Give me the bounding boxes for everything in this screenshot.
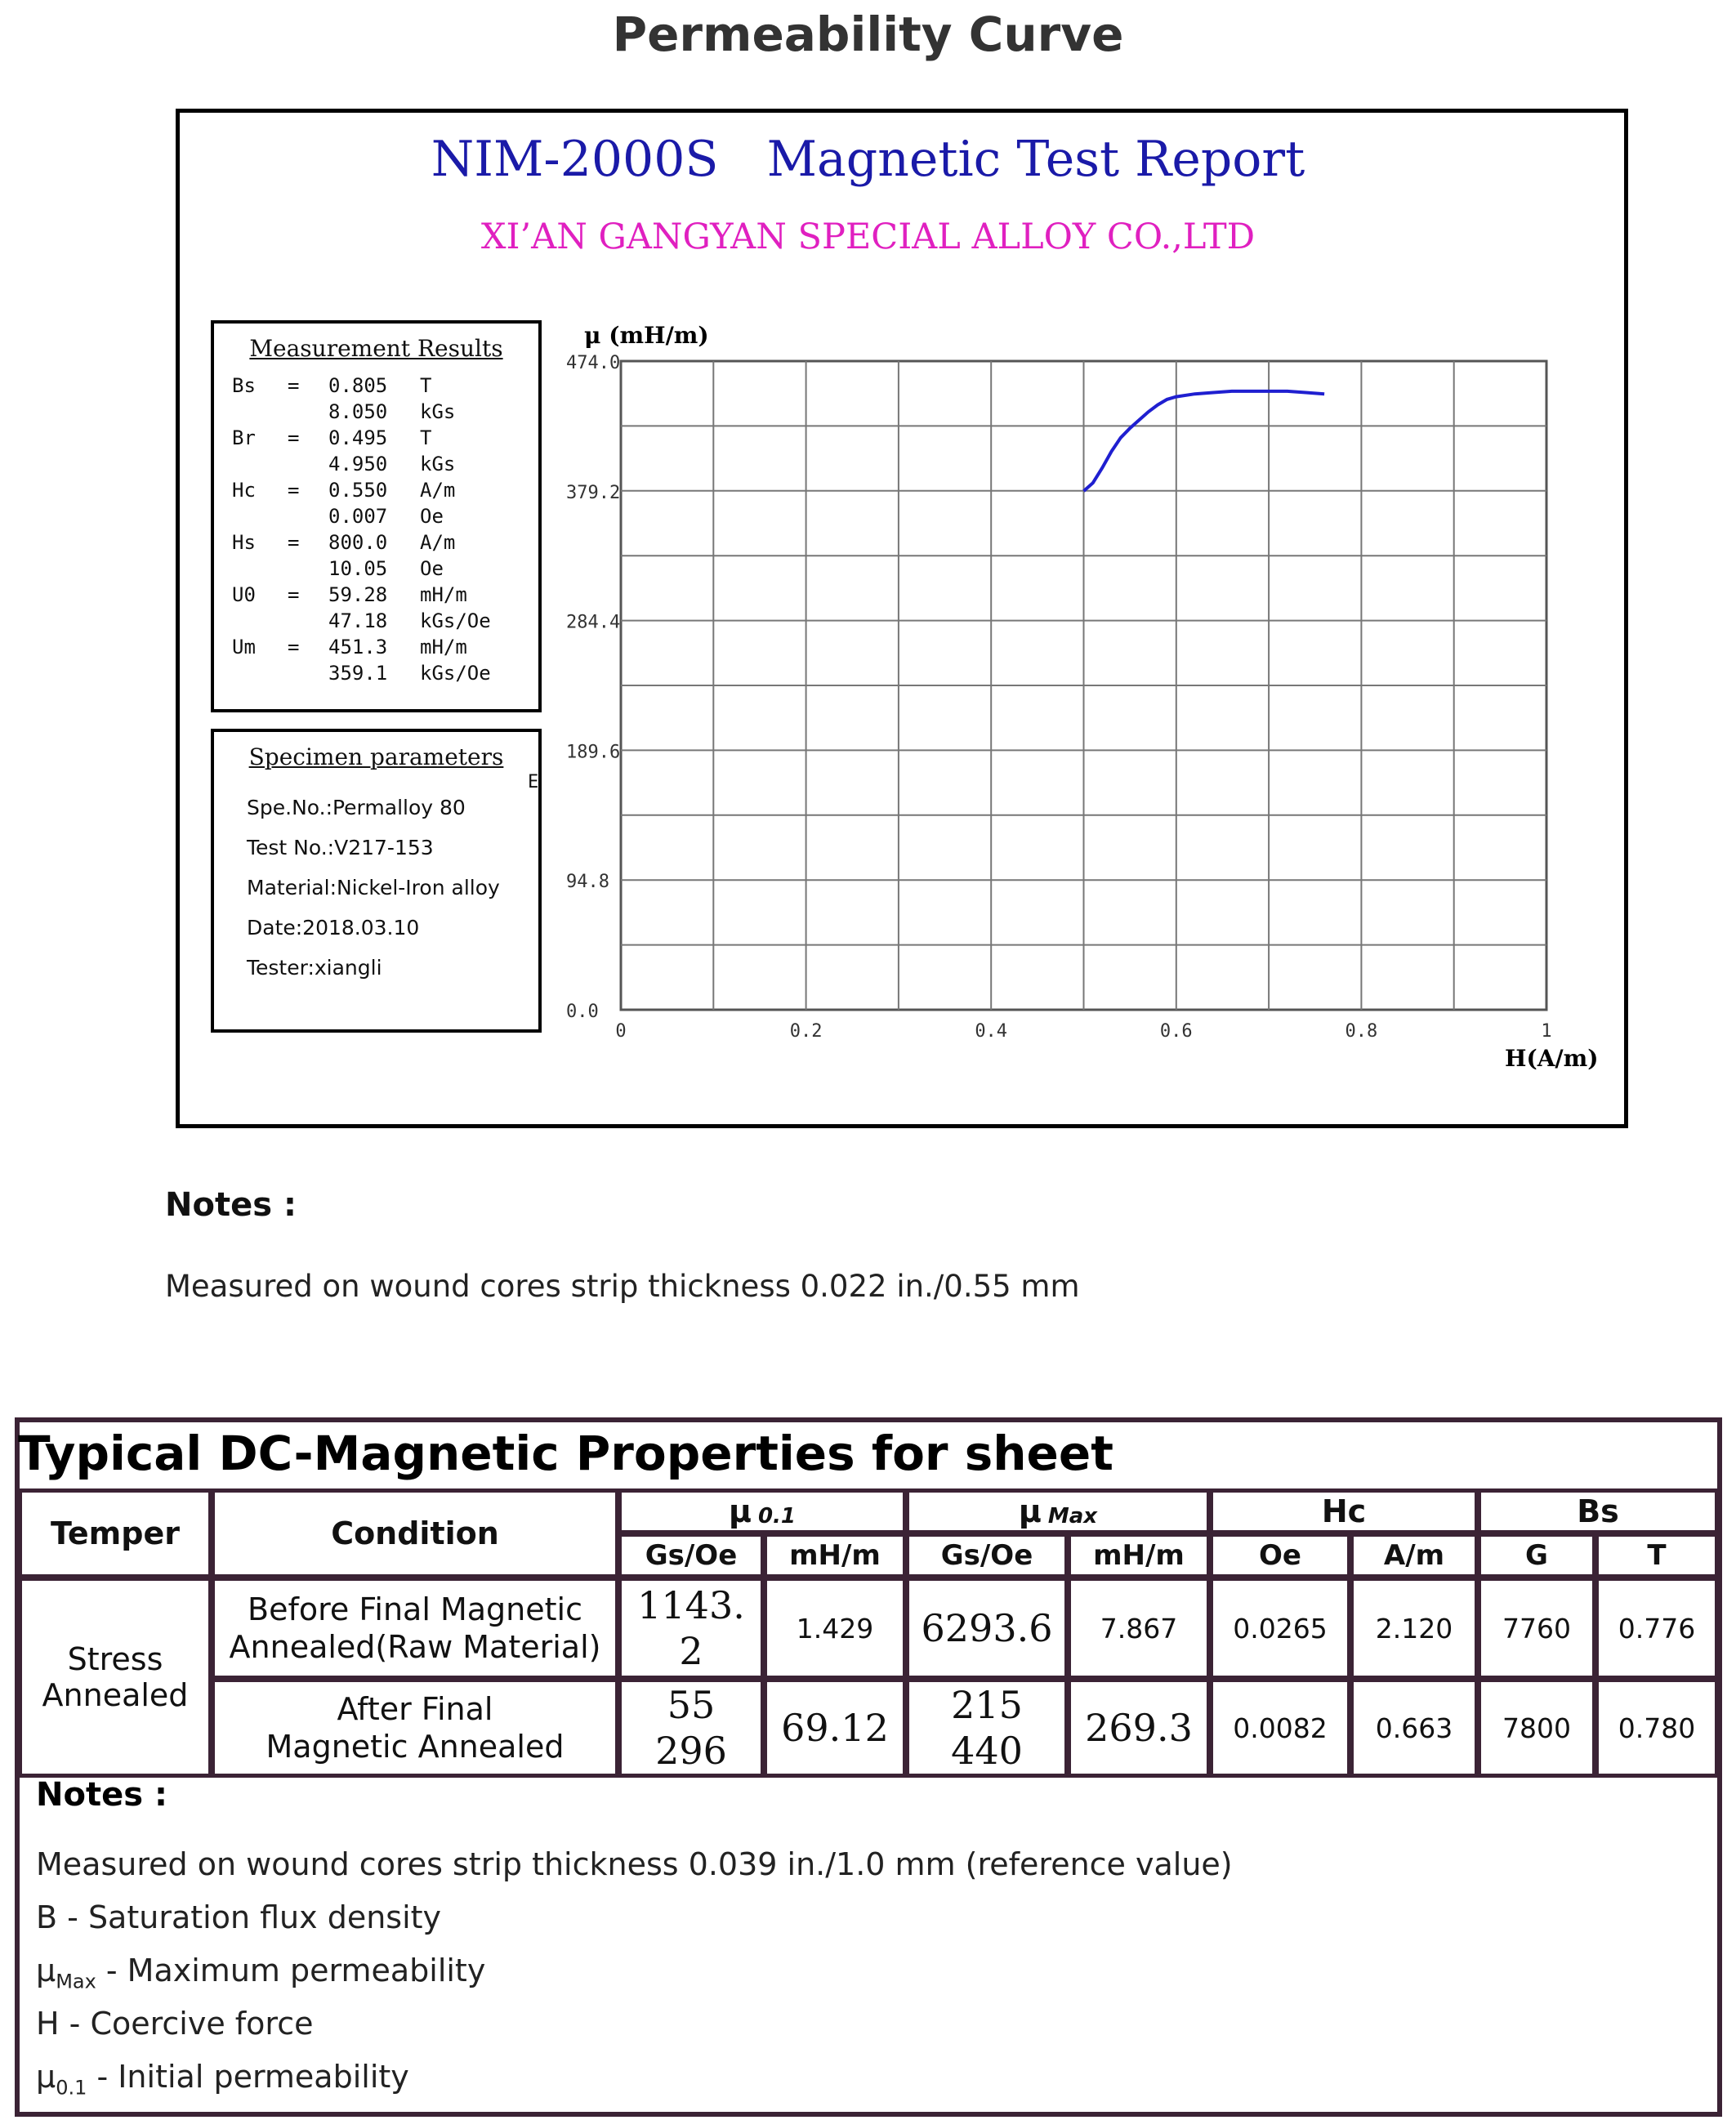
x-tick-label: 1 [1541, 1021, 1552, 1042]
measurement-val: 0.550 [328, 479, 388, 502]
measurement-sym: Hs [232, 531, 256, 554]
measurement-unit: kGs [420, 453, 456, 475]
unit-header: A/m [1350, 1533, 1479, 1578]
measurement-val: 359.1 [328, 662, 388, 685]
y-tick-label: 94.8 [566, 872, 609, 893]
header-mu01 [618, 1488, 907, 1534]
specimen-line: Spe.No.:Permalloy 80 [247, 796, 466, 819]
measurement-unit: T [420, 426, 432, 449]
measurement-unit: kGs [420, 400, 456, 423]
header-temper: Temper [18, 1488, 212, 1578]
measurement-unit: Oe [420, 505, 444, 528]
unit-header: Gs/Oe [905, 1533, 1069, 1578]
unit-header: Oe [1209, 1533, 1351, 1578]
measurement-unit: mH/m [420, 583, 467, 606]
y-tick-label: 284.4 [566, 612, 621, 633]
value-line: 296 [655, 1729, 727, 1773]
hc-oe-row-2: 0.0082 [1209, 1678, 1351, 1778]
note-symbol: μ [36, 1953, 56, 1988]
y-axis-label: μ (mH/m) [584, 322, 709, 349]
measurement-unit: Oe [420, 557, 444, 580]
header-bs: Bs [1477, 1488, 1719, 1534]
notes-title: Notes : [165, 1186, 297, 1224]
measurement-eq: = [288, 583, 300, 606]
measurement-eq: = [288, 374, 300, 397]
unit-header: Gs/Oe [618, 1533, 765, 1578]
measurement-val: 0.007 [328, 505, 388, 528]
note-text: - Initial permeability [87, 2059, 409, 2095]
mumax-gs-row-2 [905, 1678, 1069, 1778]
value-line: 1143. [637, 1583, 745, 1627]
notes-text: Measured on wound cores strip thickness 0.022 in./0.55 mm [165, 1269, 1080, 1304]
mumax-gs-row-1: 6293.6 [905, 1577, 1069, 1680]
note-line: H - Coercive force [36, 2006, 314, 2042]
table-title: Typical DC-Magnetic Properties for sheet [18, 1426, 1113, 1481]
specimen-line: Material:Nickel-Iron alloy [247, 876, 500, 899]
unit-header: G [1477, 1533, 1596, 1578]
x-tick-label: 0 [615, 1021, 627, 1042]
specimen-parameters-heading: Specimen parameters [248, 743, 504, 770]
condition-row-2: After Final Magnetic Annealed [211, 1678, 619, 1778]
page-title: Permeability Curve [612, 7, 1124, 62]
mu01-subscript: 0.1 [757, 1504, 797, 1529]
mu01-gs-row-2 [618, 1678, 765, 1778]
bs-g-row-1: 7760 [1477, 1577, 1596, 1680]
x-tick-label: 0.6 [1159, 1021, 1193, 1042]
measurement-val: 4.950 [328, 453, 388, 475]
unit-header: T [1595, 1533, 1719, 1578]
unit-header: mH/m [1067, 1533, 1211, 1578]
measurement-val: 0.805 [328, 374, 388, 397]
mumax-symbol: μ [1018, 1493, 1042, 1529]
x-tick-label: 0.8 [1345, 1021, 1378, 1042]
bs-t-row-2: 0.780 [1595, 1678, 1719, 1778]
measurement-val: 10.05 [328, 557, 388, 580]
measurement-unit: mH/m [420, 636, 467, 658]
value-line: 440 [951, 1729, 1023, 1773]
unit-header: mH/m [763, 1533, 907, 1578]
measurement-val: 59.28 [328, 583, 388, 606]
measurement-sym: U0 [232, 583, 256, 606]
measurement-unit: kGs/Oe [420, 662, 491, 685]
mumax-mh-row-1: 7.867 [1067, 1577, 1211, 1680]
note-text: - Maximum permeability [96, 1953, 486, 1988]
y-tick-label: 0.0 [566, 1002, 599, 1022]
table-notes-title: Notes : [36, 1776, 167, 1814]
y-tick-label: 189.6 [566, 742, 621, 763]
measurement-eq: = [288, 531, 300, 554]
bs-g-row-2: 7800 [1477, 1678, 1596, 1778]
mu01-mh-row-2: 69.12 [763, 1678, 907, 1778]
measurement-eq: = [288, 479, 300, 502]
permeability-curve-line [1084, 391, 1325, 491]
measurement-val: 47.18 [328, 609, 388, 632]
measurement-unit: A/m [420, 479, 456, 502]
specimen-line: Test No.:V217-153 [247, 836, 434, 859]
x-axis-label: H(A/m) [1505, 1045, 1599, 1072]
note-line: B - Saturation flux density [36, 1899, 442, 1935]
note-subscript: 0.1 [56, 2076, 87, 2100]
value-line: 2 [679, 1629, 703, 1673]
header-mumax [905, 1488, 1211, 1534]
header-condition: Condition [211, 1488, 619, 1578]
measurement-unit: T [420, 374, 432, 397]
stray-character: E [528, 772, 539, 792]
measurement-val: 800.0 [328, 531, 388, 554]
measurement-eq: = [288, 426, 300, 449]
hc-oe-row-1: 0.0265 [1209, 1577, 1351, 1680]
x-tick-label: 0.4 [975, 1021, 1008, 1042]
bs-t-row-1: 0.776 [1595, 1577, 1719, 1680]
hc-am-row-2: 0.663 [1350, 1678, 1479, 1778]
header-hc: Hc [1209, 1488, 1479, 1534]
temper-value: Stress Annealed [18, 1577, 212, 1778]
measurement-sym: Br [232, 426, 256, 449]
specimen-line: Date:2018.03.10 [247, 916, 420, 939]
condition-row-1: Before Final Magnetic Annealed(Raw Material) [211, 1577, 619, 1680]
note-symbol: μ [36, 2059, 56, 2095]
note-subscript: Max [56, 1970, 96, 1993]
mu01-gs-row-1 [618, 1577, 765, 1680]
measurement-eq: = [288, 636, 300, 658]
measurement-unit: kGs/Oe [420, 609, 491, 632]
measurement-val: 0.495 [328, 426, 388, 449]
report-title-model: NIM-2000S [431, 131, 719, 188]
note-line: Measured on wound cores strip thickness 0.039 in./1.0 mm (reference value) [36, 1846, 1233, 1882]
company-name: XI’AN GANGYAN SPECIAL ALLOY CO.,LTD [480, 216, 1256, 257]
note-line [36, 2059, 409, 2100]
value-line: 215 [951, 1683, 1023, 1727]
measurement-unit: A/m [420, 531, 456, 554]
measurement-val: 451.3 [328, 636, 388, 658]
measurement-sym: Hc [232, 479, 256, 502]
specimen-line: Tester:xiangli [247, 956, 382, 980]
table-notes [25, 1773, 1707, 2108]
report-title-text: Magnetic Test Report [766, 131, 1305, 188]
mumax-subscript: Max [1047, 1504, 1098, 1529]
x-tick-label: 0.2 [789, 1021, 823, 1042]
note-line [36, 1953, 485, 1993]
y-tick-label: 379.2 [566, 482, 621, 503]
mu01-mh-row-1: 1.429 [763, 1577, 907, 1680]
y-tick-label: 474.0 [566, 353, 621, 373]
measurement-sym: Um [232, 636, 256, 658]
measurement-results-heading: Measurement Results [249, 335, 503, 362]
measurement-sym: Bs [232, 374, 256, 397]
hc-am-row-1: 2.120 [1350, 1577, 1479, 1680]
value-line: 55 [667, 1683, 716, 1727]
measurement-val: 8.050 [328, 400, 388, 423]
mu01-symbol: μ [728, 1493, 752, 1529]
mumax-mh-row-2: 269.3 [1067, 1678, 1211, 1778]
